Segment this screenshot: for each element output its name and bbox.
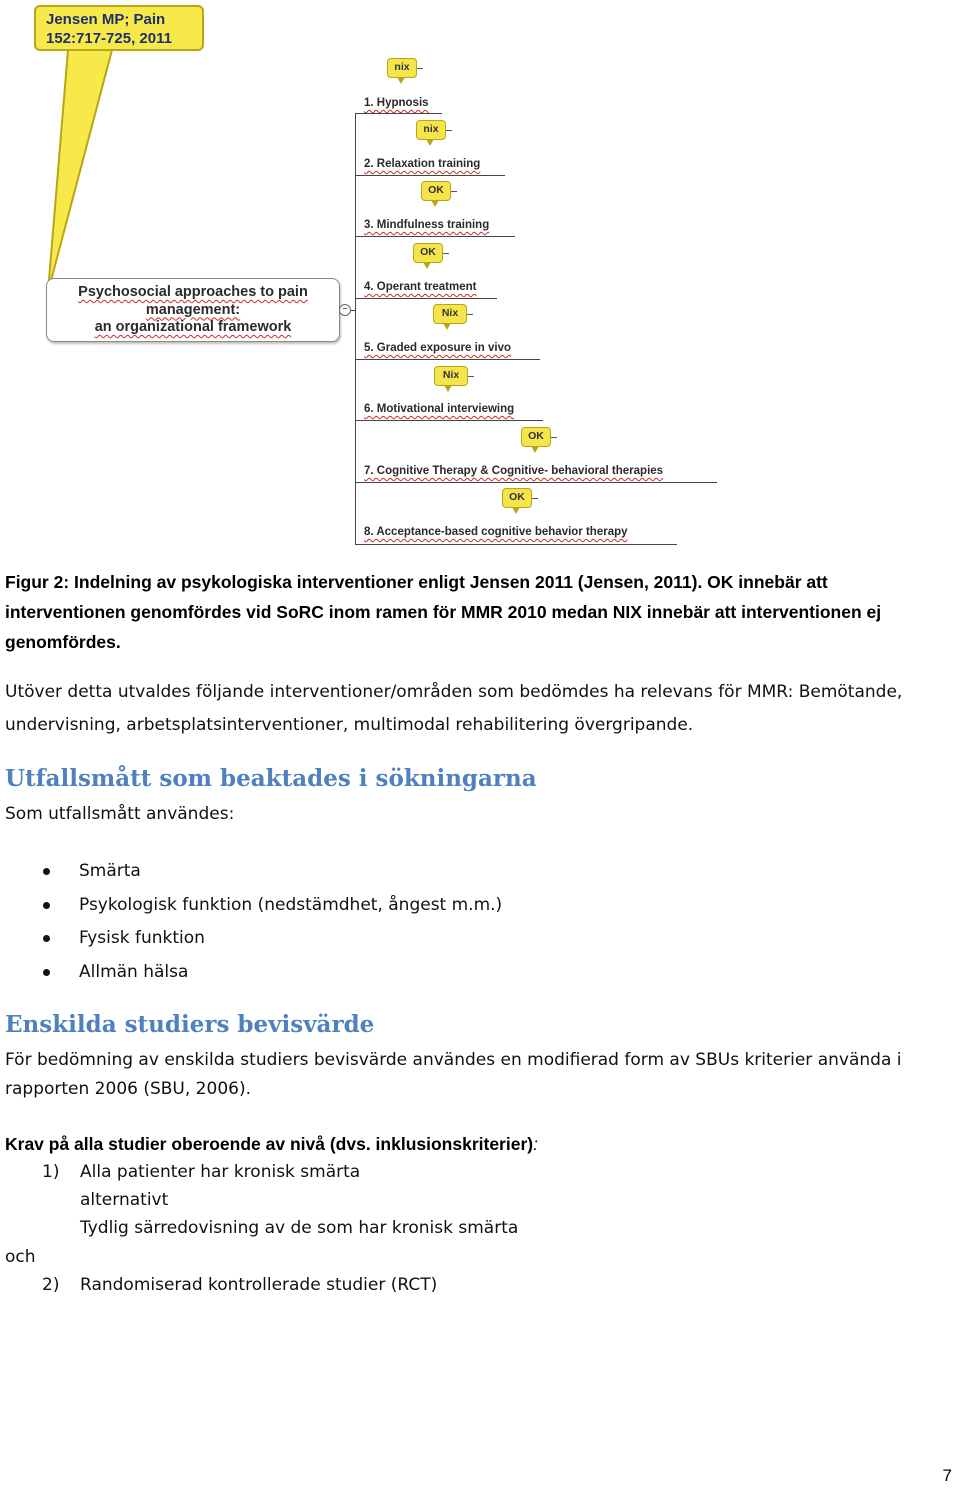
- outcomes-intro: Som utfallsmått användes:: [5, 804, 235, 824]
- item-underline: [355, 175, 505, 176]
- intervention-item-1[interactable]: 1. Hypnosis: [364, 97, 429, 109]
- criteria-alternative-text: Tydlig särredovisning av de som har kronisk smärta: [80, 1218, 519, 1238]
- callout-line-1: Jensen MP; Pain: [46, 11, 166, 28]
- badge-ok: OK: [421, 181, 451, 201]
- intervention-item-4[interactable]: 4. Operant treatment: [364, 281, 477, 293]
- root-node[interactable]: [46, 278, 340, 342]
- branch-trunk: [355, 113, 356, 545]
- badge-tick: [532, 498, 538, 499]
- badge-ok: OK: [521, 427, 551, 447]
- badge-nix: nix: [416, 120, 446, 140]
- list-item: Smärta: [40, 855, 502, 889]
- badge-tick: [443, 253, 449, 254]
- collapse-button[interactable]: −: [339, 304, 351, 316]
- criteria-item-1: Alla patienter har kronisk smärta: [80, 1162, 361, 1182]
- intro-paragraph: Utöver detta utvaldes följande interventioner/områden som bedömdes ha relevans för MMR: Bemötande, undervisning, arbetsplatsinterventioner, multimodal rehabilitering övergripande.: [5, 682, 903, 735]
- intervention-item-6[interactable]: 6. Motivational interviewing: [364, 403, 515, 415]
- badge-nix: Nix: [433, 304, 467, 324]
- item-underline: [355, 298, 497, 299]
- bullet-icon: [43, 902, 50, 909]
- item-underline: [355, 236, 515, 237]
- bullet-icon: [43, 868, 50, 875]
- item-underline: [355, 420, 543, 421]
- criteria-number-2: 2): [42, 1275, 60, 1295]
- badge-nix: Nix: [434, 366, 468, 386]
- item-underline: [355, 359, 540, 360]
- citation-callout: [34, 5, 204, 51]
- item-underline: [355, 544, 677, 545]
- badge-tick: [468, 376, 474, 377]
- badge-tick: [446, 130, 452, 131]
- criteria-item-2: Randomiserad kontrollerade studier (RCT): [80, 1275, 438, 1295]
- item-underline: [355, 113, 442, 114]
- badge-ok: OK: [413, 243, 443, 263]
- intervention-item-5[interactable]: 5. Graded exposure in vivo: [364, 342, 511, 354]
- item-underline: [355, 482, 717, 483]
- badge-tick: [551, 437, 557, 438]
- bullet-icon: [43, 935, 50, 942]
- criteria-number-1: 1): [42, 1162, 60, 1182]
- root-line-1: Psychosocial approaches to pain: [78, 284, 308, 300]
- badge-tick: [417, 68, 423, 69]
- criteria-connector: och: [5, 1247, 36, 1267]
- section-heading-outcomes: Utfallsmått som beaktades i sökningarna: [5, 765, 537, 792]
- badge-tick: [467, 314, 473, 315]
- intervention-item-2[interactable]: 2. Relaxation training: [364, 158, 481, 170]
- list-item: Allmän hälsa: [40, 956, 502, 990]
- page-number: 7: [942, 1466, 952, 1485]
- callout-line-2: 152:717-725, 2011: [46, 30, 172, 47]
- criteria-heading: Krav på alla studier oberoende av nivå (dvs. inklusionskriterier):: [5, 1134, 538, 1154]
- root-line-3: an organizational framework: [94, 319, 292, 335]
- badge-ok: OK: [502, 488, 532, 508]
- badge-nix: nix: [387, 58, 417, 78]
- criteria-alternative: alternativt: [80, 1190, 169, 1210]
- bullet-icon: [43, 969, 50, 976]
- mind-map-figure: [0, 0, 960, 560]
- list-item: Fysisk funktion: [40, 922, 502, 956]
- intervention-item-7[interactable]: 7. Cognitive Therapy & Cognitive- behavioral therapies: [364, 465, 664, 477]
- root-line-2: management:: [145, 301, 241, 318]
- section-heading-evidence: Enskilda studiers bevisvärde: [5, 1011, 375, 1038]
- badge-tick: [451, 191, 457, 192]
- outcomes-list: [40, 855, 502, 989]
- intervention-item-3[interactable]: 3. Mindfulness training: [364, 219, 490, 231]
- list-item: Psykologisk funktion (nedstämdhet, ångest m.m.): [40, 889, 502, 923]
- figure-caption: Figur 2: Indelning av psykologiska interventioner enligt Jensen 2011 (Jensen, 2011). OK innebär att interventionen genomfördes vid SoRC inom ramen för MMR 2010 medan NIX innebär att interventionen ej genomfördes.: [5, 572, 882, 652]
- evidence-paragraph: För bedömning av enskilda studiers bevisvärde användes en modifierad form av SBUs kriterier använda i rapporten 2006 (SBU, 2006).: [5, 1050, 902, 1099]
- intervention-item-8[interactable]: 8. Acceptance-based cognitive behavior therapy: [364, 526, 628, 538]
